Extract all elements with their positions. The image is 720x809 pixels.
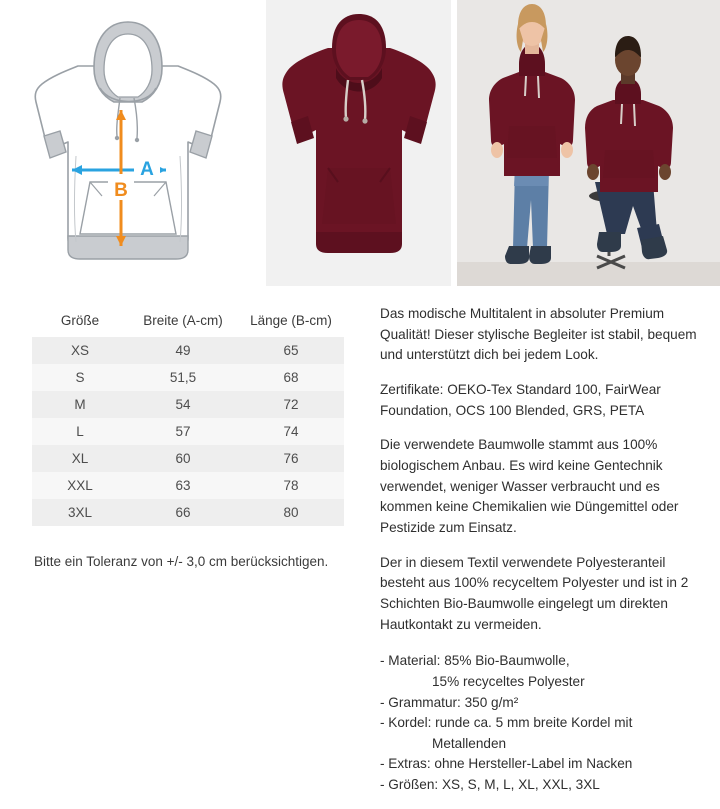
table-cell: XXL	[32, 472, 128, 499]
table-cell: XL	[32, 445, 128, 472]
table-cell: 80	[238, 499, 344, 526]
description-paragraph: Der in diesem Textil verwendete Polyesteranteil besteht aus 100% recyceltem Polyester und ist in 2 Schichten Bio-Baumwolle eingelegt um direkten Hautkontakt zu vermeiden.	[380, 554, 689, 632]
description-paragraph: Die verwendete Baumwolle stammt aus 100% biologischem Anbau. Es wird keine Gentechnik verwendet, weniger Wasser verbraucht und es kommen keine Chemikalien wie Düngemittel oder Pestizide zum Einsatz.	[380, 437, 679, 535]
model-photo-panel	[457, 0, 720, 286]
details-section	[0, 286, 720, 796]
certificates-paragraph: Zertifikate: OEKO-Tex Standard 100, FairWear Foundation, OCS 100 Blended, GRS, PETA	[380, 381, 661, 418]
table-row	[32, 418, 344, 445]
technical-drawing-panel	[0, 0, 260, 286]
burgundy-hoodie-image	[266, 0, 451, 286]
table-header-cell: Breite (A-cm)	[128, 304, 238, 337]
models-wearing-hoodies-image	[457, 0, 720, 286]
list-item-continuation	[380, 672, 702, 693]
table-cell: L	[32, 418, 128, 445]
table-cell: 78	[238, 472, 344, 499]
list-item-label: - Extras: ohne Hersteller-Label im Nacken	[380, 756, 633, 772]
table-header-cell: Länge (B-cm)	[238, 304, 344, 337]
table-cell: 60	[128, 445, 238, 472]
table-cell: M	[32, 391, 128, 418]
table-cell: 68	[238, 364, 344, 391]
table-cell: 76	[238, 445, 344, 472]
table-row	[32, 499, 344, 526]
list-item-sublabel: Metallenden	[432, 735, 507, 751]
list-item-label: - Material: 85% Bio-Baumwolle,	[380, 653, 570, 669]
table-cell: 65	[238, 337, 344, 364]
table-cell: 54	[128, 391, 238, 418]
table-cell: 72	[238, 391, 344, 418]
table-cell: 3XL	[32, 499, 128, 526]
list-item-sublabel: 15% recyceltes Polyester	[432, 673, 585, 689]
table-header-row	[32, 304, 344, 337]
description-column	[380, 304, 720, 796]
list-item	[380, 693, 702, 714]
list-item	[380, 713, 702, 734]
table-cell: 74	[238, 418, 344, 445]
table-row	[32, 337, 344, 364]
list-item	[380, 775, 702, 796]
table-row	[32, 391, 344, 418]
list-item-label: - Grammatur: 350 g/m²	[380, 694, 519, 710]
list-item	[380, 651, 702, 672]
table-cell: 51,5	[128, 364, 238, 391]
hoodie-technical-drawing	[16, 10, 246, 272]
tolerance-note: Bitte ein Toleranz von +/- 3,0 cm berücksichtigen.	[34, 554, 329, 569]
table-cell: 66	[128, 499, 238, 526]
table-row	[32, 364, 344, 391]
table-cell: 63	[128, 472, 238, 499]
list-item-label: - Kordel: runde ca. 5 mm breite Kordel mit	[380, 715, 633, 731]
table-header-cell: Größe	[32, 304, 128, 337]
specs-list	[380, 651, 702, 796]
list-item-label: - Größen: XS, S, M, L, XL, XXL, 3XL	[380, 777, 600, 793]
table-cell: 57	[128, 418, 238, 445]
table-cell: S	[32, 364, 128, 391]
table-cell: 49	[128, 337, 238, 364]
description-paragraph: Das modische Multitalent in absoluter Premium Qualität! Dieser stylische Begleiter ist stabil, bequem und unterstützt dich bei jedem Look.	[380, 306, 697, 363]
measure-b-label: B	[114, 180, 128, 201]
table-row	[32, 472, 344, 499]
measure-a-label: A	[140, 159, 154, 180]
table-row	[32, 445, 344, 472]
size-table	[32, 304, 344, 526]
table-cell: XS	[32, 337, 128, 364]
size-info-column	[0, 304, 380, 796]
product-photo-panel	[266, 0, 451, 286]
product-image-strip	[0, 0, 720, 286]
list-item	[380, 754, 702, 775]
list-item-continuation	[380, 734, 702, 755]
